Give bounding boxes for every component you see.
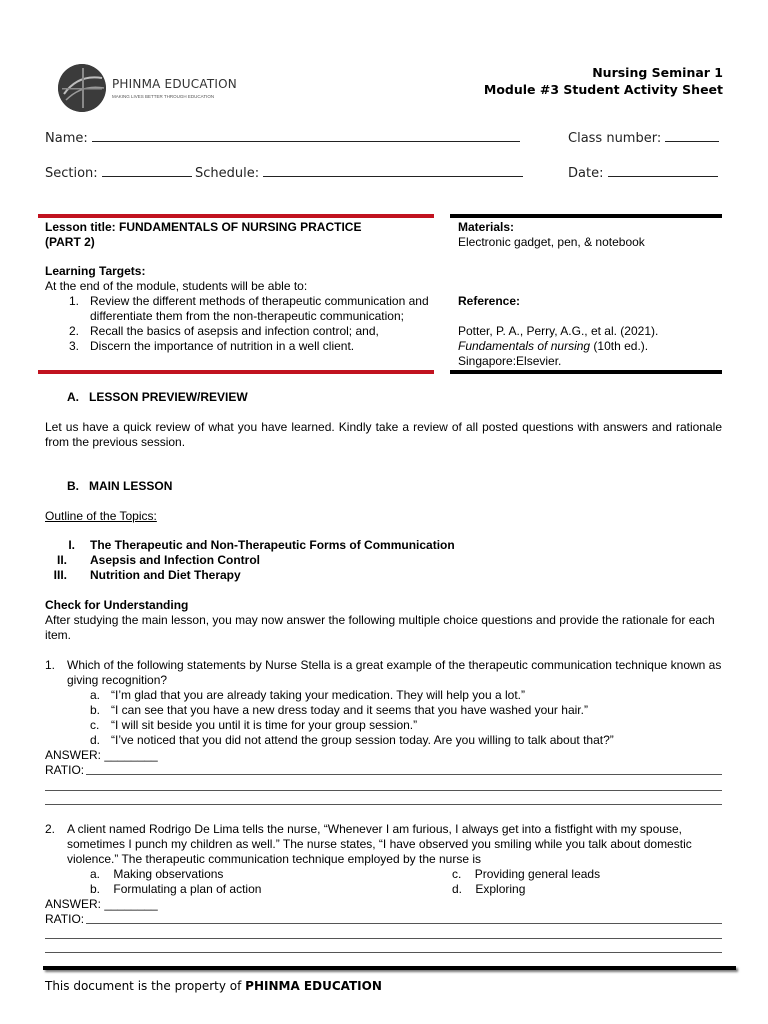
- phinma-logo: [58, 64, 237, 114]
- question-1-answer[interactable]: ANSWER: ________: [45, 748, 158, 762]
- materials-text: Electronic gadget, pen, & notebook: [458, 235, 645, 249]
- class-number-field[interactable]: [568, 129, 719, 146]
- list-item[interactable]: a. “I’m glad that you are already taking your medication. They will help you a lot.”: [90, 688, 525, 702]
- list-item[interactable]: a. Making observations: [90, 867, 224, 881]
- logo-emblem-icon: [58, 64, 106, 112]
- ratio-line[interactable]: [45, 790, 722, 791]
- section-label: Section:: [45, 166, 98, 181]
- list-item: 1. Review the different methods of therapeutic communication and differentiate them from the non-therapeutic communication;: [69, 294, 429, 323]
- question-2-ratio[interactable]: RATIO:: [45, 912, 722, 927]
- outline-heading: Outline of the Topics:: [45, 509, 157, 523]
- logo-tagline: MAKING LIVES BETTER THROUGH EDUCATION: [112, 94, 215, 99]
- check-text: After studying the main lesson, you may now answer the following multiple choice questions and provide the rationale for each item.: [45, 613, 715, 642]
- list-item[interactable]: c. “I will sit beside you until it is time for your group session.”: [90, 718, 418, 732]
- question-1-options: [45, 688, 722, 748]
- list-item[interactable]: b. Formulating a plan of action: [90, 882, 262, 896]
- question-2-options: [45, 867, 722, 897]
- list-item[interactable]: d. Exploring: [452, 882, 526, 896]
- logo-name: PHINMA EDUCATION: [112, 77, 237, 91]
- question-2: [45, 822, 722, 927]
- schedule-field[interactable]: [195, 164, 523, 181]
- schedule-line[interactable]: [263, 164, 523, 177]
- section-a-text: Let us have a quick review of what you have learned. Kindly take a review of all posted questions with answers and rationale from the previous session.: [45, 420, 722, 449]
- list-item[interactable]: d. “I’ve noticed that you did not attend the group session today. Are you willing to talk about that?”: [90, 733, 614, 747]
- ratio-line[interactable]: [45, 952, 722, 953]
- materials-box: [458, 220, 720, 369]
- ratio-line[interactable]: [45, 938, 722, 939]
- materials-top-bar: [450, 214, 722, 218]
- ratio-line[interactable]: [45, 804, 722, 805]
- name-field[interactable]: [45, 129, 520, 146]
- materials-heading: Materials:: [458, 220, 515, 234]
- section-a-heading: A. LESSON PREVIEW/REVIEW: [67, 390, 248, 404]
- section-b-heading: B. MAIN LESSON: [67, 479, 173, 493]
- question-1: [45, 658, 722, 778]
- question-1-text: 1. Which of the following statements by Nurse Stella is a great example of the therapeutic communication technique known as giving recognition?: [45, 658, 722, 687]
- check-heading: Check for Understanding: [45, 598, 189, 612]
- footer-text: This document is the property of PHINMA EDUCATION: [45, 979, 382, 993]
- question-1-ratio[interactable]: RATIO:: [45, 763, 722, 778]
- lesson-title-cont: (PART 2): [45, 235, 95, 249]
- class-number-label: Class number:: [568, 131, 662, 146]
- question-2-text: 2. A client named Rodrigo De Lima tells the nurse, “Whenever I am furious, I always get into a fistfight with my spouse, sometimes I punch my children as well.” The nurse states, “I have observed you smiling while you talk about domestic violence.” The therapeutic communication technique employed by the nurse is: [45, 822, 692, 866]
- date-label: Date:: [568, 166, 604, 181]
- list-item[interactable]: b. “I can see that you have a new dress today and it seems that you have washed your hair.”: [90, 703, 588, 717]
- lesson-box: [45, 220, 430, 354]
- reference-line3: Singapore:Elsevier.: [458, 354, 562, 368]
- list-item: 3. Discern the importance of nutrition in a well client.: [69, 339, 355, 353]
- lesson-bottom-bar: [38, 370, 434, 374]
- materials-bottom-bar: [450, 370, 722, 374]
- module-title: Module #3 Student Activity Sheet: [483, 82, 723, 97]
- section-line[interactable]: [102, 164, 192, 177]
- class-number-line[interactable]: [665, 129, 719, 142]
- reference-line2: Fundamentals of nursing (10th ed.).: [458, 339, 649, 353]
- topics-list: [45, 538, 685, 583]
- question-2-answer[interactable]: ANSWER: ________: [45, 897, 158, 911]
- list-item: 2. Recall the basics of asepsis and infection control; and,: [69, 324, 379, 338]
- name-label: Name:: [45, 131, 88, 146]
- name-line[interactable]: [92, 129, 520, 142]
- list-item: III. Nutrition and Diet Therapy: [53, 568, 241, 582]
- lesson-top-bar: [38, 214, 434, 218]
- targets-list: [45, 294, 430, 354]
- course-title: Nursing Seminar 1: [592, 65, 723, 80]
- date-field[interactable]: [568, 164, 718, 181]
- list-item: I. The Therapeutic and Non-Therapeutic Forms of Communication: [68, 538, 455, 552]
- list-item: II. Asepsis and Infection Control: [56, 553, 261, 567]
- list-item[interactable]: c. Providing general leads: [452, 867, 601, 881]
- section-field[interactable]: [45, 164, 192, 181]
- lesson-title: Lesson title: FUNDAMENTALS OF NURSING PRACTICE: [45, 220, 362, 234]
- reference-heading: Reference:: [458, 294, 521, 308]
- schedule-label: Schedule:: [195, 166, 260, 181]
- targets-intro: At the end of the module, students will be able to:: [45, 279, 308, 293]
- reference-line1: Potter, P. A., Perry, A.G., et al. (2021).: [458, 324, 659, 338]
- date-line[interactable]: [608, 164, 718, 177]
- footer-bar: [43, 966, 736, 970]
- targets-heading: Learning Targets:: [45, 264, 146, 278]
